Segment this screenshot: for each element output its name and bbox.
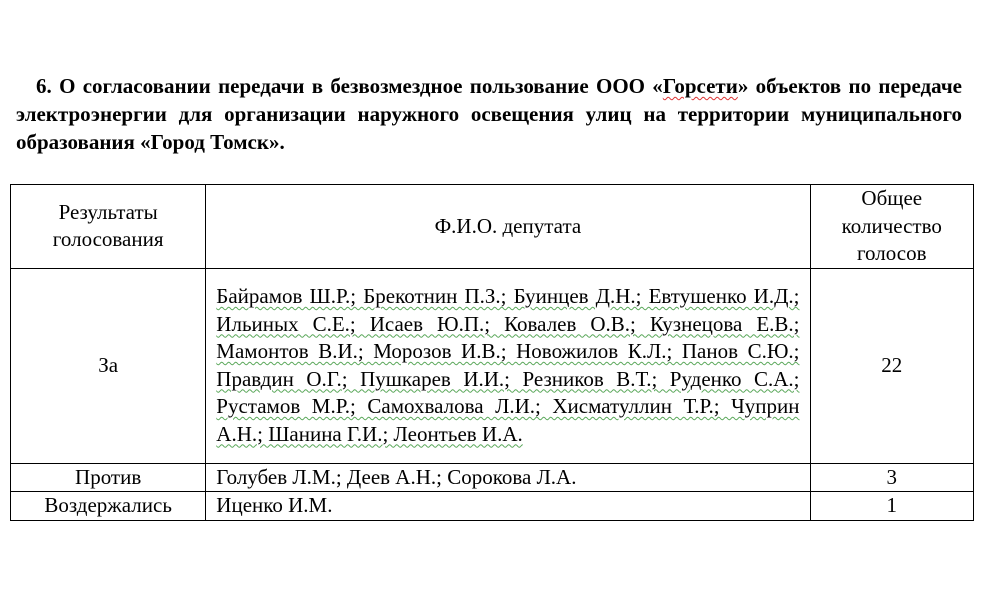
result-abstained: Воздержались <box>11 492 206 521</box>
result-against: Против <box>11 463 206 492</box>
agenda-item-heading <box>16 72 962 156</box>
table-row-abstained <box>11 492 974 521</box>
heading-spellcheck-word: Горсети <box>662 74 738 98</box>
names-for: Байрамов Ш.Р.; Брекотнин П.З.; Буинцев Д.Н.; Евтушенко И.Д.; Ильиных С.Е.; Исаев Ю.П.; Ковалев О.В.; Кузнецова Е.В.; Мамонтов В.И.; Морозов И.В.; Новожилов К.Л.; Панов С.Ю.; Правдин О.Г.; Пушкарев И.И.; Резников В.Т.; Руденко С.А.; Рустамов М.Р.; Самохвалова Л.И.; Хисматуллин Т.Р.; Чуприн А.Н.; Шанина Г.И.; Леонтьев И.А. <box>206 268 810 463</box>
total-against: 3 <box>810 463 973 492</box>
heading-text-end: » объектов по передаче электроэнергии для организации наружного освещения улиц на территории муниципального образования «Город Томск». <box>16 74 962 154</box>
header-deputy-names: Ф.И.О. депутата <box>206 185 810 269</box>
result-for: За <box>11 268 206 463</box>
header-total-votes: Общее количество голосов <box>810 185 973 269</box>
total-abstained: 1 <box>810 492 973 521</box>
table-row-for <box>11 268 974 463</box>
voting-results-table <box>10 184 974 521</box>
total-for: 22 <box>810 268 973 463</box>
table-header-row <box>11 185 974 269</box>
table-row-against <box>11 463 974 492</box>
names-abstained: Иценко И.М. <box>206 492 810 521</box>
header-voting-results: Результаты голосования <box>11 185 206 269</box>
names-against: Голубев Л.М.; Деев А.Н.; Сорокова Л.А. <box>206 463 810 492</box>
heading-text-start: 6. О согласовании передачи в безвозмездное пользование ООО « <box>36 74 663 98</box>
